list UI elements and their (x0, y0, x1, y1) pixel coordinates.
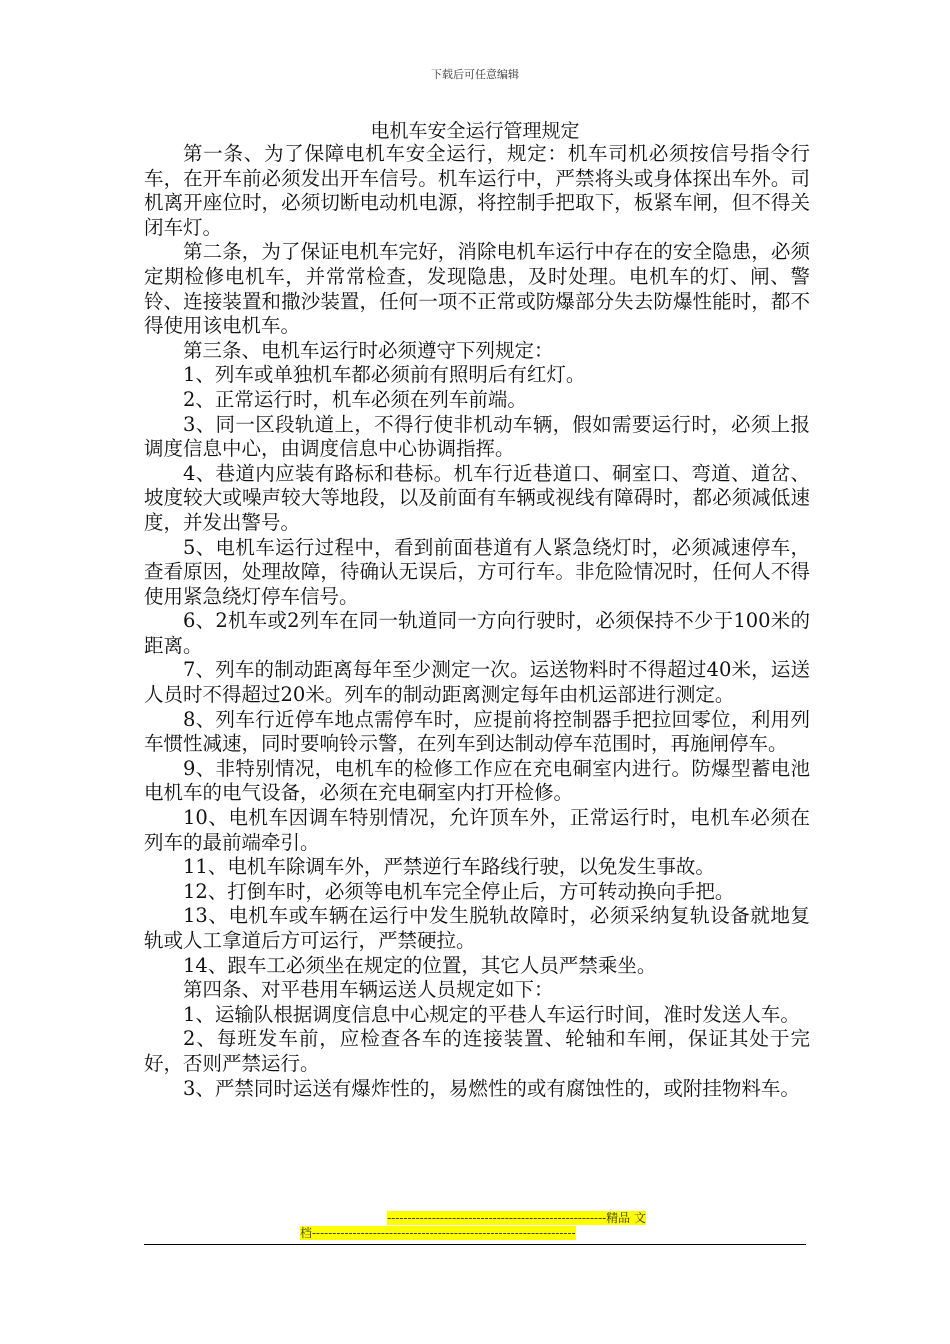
paragraph: 7、列车的制动距离每年至少测定一次。运送物料时不得超过40米，运送人员时不得超过20米。列车的制动距离测定每年由机运部进行测定。 (144, 658, 810, 707)
paragraph: 1、运输队根据调度信息中心规定的平巷人车运行时间，准时发送人车。 (183, 1002, 800, 1026)
paragraph: 11、电机车除调车外，严禁逆行车路线行驶，以免发生事故。 (183, 855, 715, 879)
paragraph: 12、打倒车时，必须等电机车完全停止后，方可转动换向手把。 (183, 879, 735, 903)
paragraph: 4、巷道内应装有路标和巷标。机车行近巷道口、硐室口、弯道、道岔、坡度较大或噪声较大等地段，以及前面有车辆或视线有障碍时，都必须减低速度，并发出警号。 (144, 461, 810, 534)
paragraph: 第二条，为了保证电机车完好，消除电机车运行中存在的安全隐患，必须定期检修电机车，并常常检查，发现隐患，及时处理。电机车的灯、闸、警铃、连接装置和撒沙装置，任何一项不正常或防爆部分失去防爆性能时，都不得使用该电机车。 (144, 240, 810, 338)
paragraph: 9、非特别情况，电机车的检修工作应在充电硐室内进行。防爆型蓄电池电机车的电气设备，必须在充电硐室内打开检修。 (144, 756, 810, 805)
header-note: 下载后可任意编辑 (431, 68, 519, 81)
footer-line-2: 档----------------------------------------------------------------- (300, 1226, 576, 1240)
footer-banner (300, 1211, 646, 1241)
paragraph: 第一条、为了保障电机车安全运行，规定：机车司机必须按信号指令行车，在开车前必须发出开车信号。机车运行中，严禁将头或身体探出车外。司机离开座位时，必须切断电动机电源，将控制手把取下，板紧车闸，但不得关闭车灯。 (144, 142, 810, 239)
document-title: 电机车安全运行管理规定 (370, 120, 580, 142)
paragraph: 5、电机车运行过程中，看到前面巷道有人紧急绕灯时，必须减速停车，查看原因，处理故障，待确认无误后，方可行车。非危险情况时，任何人不得使用紧急绕灯停车信号。 (144, 535, 810, 608)
document-body (144, 142, 810, 1101)
footer-divider (144, 1244, 806, 1245)
paragraph: 1、列车或单独机车都必须前有照明后有红灯。 (183, 363, 586, 387)
paragraph: 第三条、电机车运行时必须遵守下列规定： (183, 338, 554, 362)
paragraph: 14、跟车工必须坐在规定的位置，其它人员严禁乘坐。 (183, 953, 657, 977)
paragraph: 2、正常运行时，机车必须在列车前端。 (183, 387, 527, 411)
paragraph: 10、电机车因调车特别情况，允许顶车外，正常运行时，电机车必须在列车的最前端牵引。 (144, 806, 810, 854)
paragraph: 8、列车行近停车地点需停车时，应提前将控制器手把拉回零位，利用列车惯性减速，同时要响铃示警，在列车到达制动停车范围时，再施闸停车。 (144, 707, 810, 756)
paragraph: 6、2机车或2列车在同一轨道同一方向行驶时，必须保持不少于100米的距离。 (144, 609, 810, 657)
paragraph: 第四条、对平巷用车辆运送人员规定如下： (183, 978, 554, 1002)
paragraph: 2、每班发车前，应检查各车的连接装置、轮轴和车闸，保证其处于完好，否则严禁运行。 (144, 1027, 810, 1075)
paragraph: 3、严禁同时运送有爆炸性的，易燃性的或有腐蚀性的，或附挂物料车。 (183, 1076, 800, 1100)
paragraph: 13、电机车或车辆在运行中发生脱轨故障时，必须采纳复轨设备就地复轨或人工拿道后方可运行，严禁硬拉。 (144, 904, 810, 952)
footer-line-1: ------------------------------------------------------精品 文 (387, 1211, 646, 1225)
paragraph: 3、同一区段轨道上，不得行使非机动车辆，假如需要运行时，必须上报调度信息中心，由调度信息中心协调指挥。 (144, 412, 810, 461)
